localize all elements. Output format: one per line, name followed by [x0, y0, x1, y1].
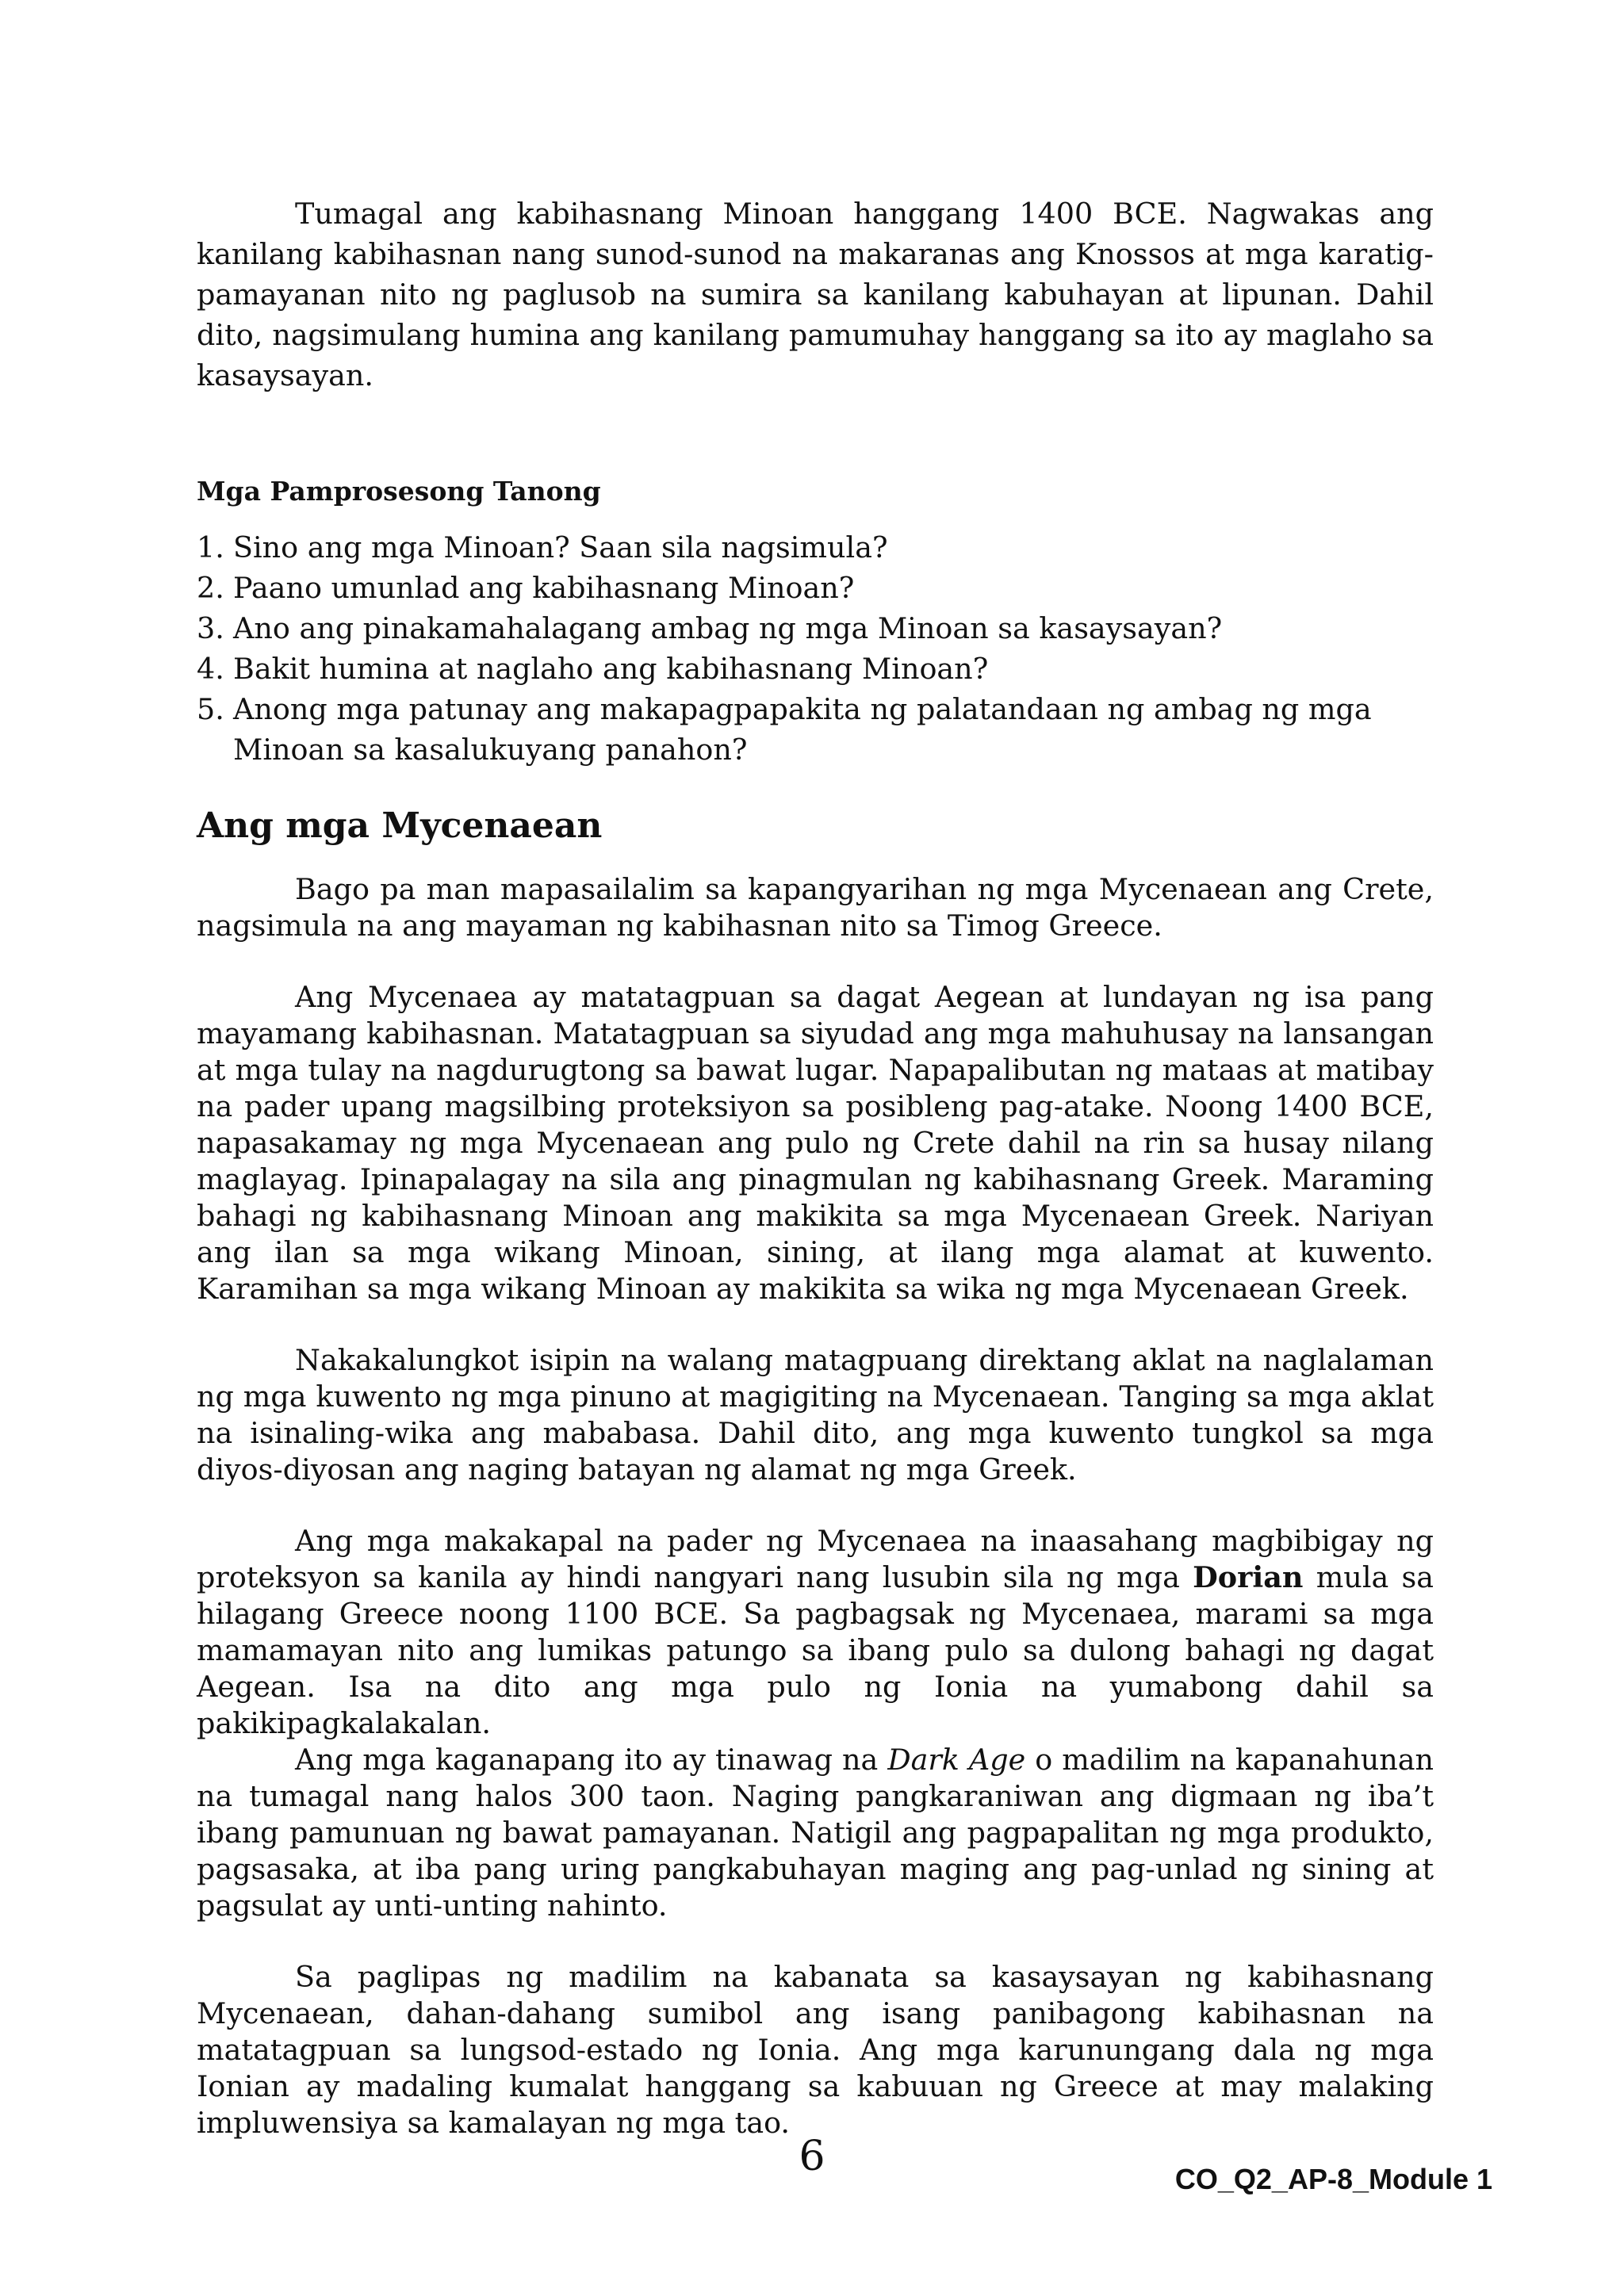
list-item	[197, 527, 1434, 568]
question-text: Sino ang mga Minoan? Saan sila nagsimula?	[233, 530, 888, 564]
question-text: Ano ang pinakamahalagang ambag ng mga Minoan sa kasaysayan?	[233, 611, 1223, 645]
list-item	[197, 608, 1434, 649]
paragraph-6: Sa paglipas ng madilim na kabanata sa kasaysayan ng kabihasnang Mycenaean, dahan-dahang sumibol ang isang panibagong kabihasnan na matatagpuan sa lungsod-estado ng Ionia. Ang mga karunungang dala ng mga Ionian ay madaling kumalat hanggang sa kabuuan ng Greece at may malaking impluwensiya sa kamalayan ng mga tao.	[197, 1960, 1434, 2140]
paragraph-5-text-end: o madilim na kapanahunan na tumagal nang halos 300 taon. Naging pangkaraniwan ang digmaan ng iba’t ibang pamunuan ng bawat pamayanan. Natigil ang pagpapalitan ng mga produkto, pagsasaka, at iba pang uring pangkabuhayan maging ang pag-unlad ng sining at pagsulat ay unti-unting nahinto.	[197, 1743, 1434, 1923]
page-number: 6	[799, 2133, 825, 2180]
questions-list	[197, 527, 1434, 770]
paragraph-4-text-end: mula sa hilagang Greece noong 1100 BCE. Sa pagbagsak ng Mycenaea, marami sa mga mamamayan nito ang lumikas patungo sa ibang pulo sa dulong bahagi ng dagat Aegean. Isa na dito ang mga pulo ng Ionia na yumabong dahil sa pakikipagkalakalan.	[197, 1560, 1434, 1740]
module-code: CO_Q2_AP-8_Module 1	[1174, 2163, 1492, 2195]
paragraph-5	[197, 1742, 1434, 1924]
paragraph-2: Ang Mycenaea ay matatagpuan sa dagat Aegean at lundayan ng isa pang mayamang kabihasnan. Matatagpuan sa siyudad ang mga mahuhusay na lansangan at mga tulay na nagdurugtong sa bawat lugar. Napapalibutan ng mataas at matibay na pader upang magsilbing proteksiyon sa posibleng pag-atake. Noong 1400 BCE, napasakamay ng mga Mycenaean ang pulo ng Crete dahil na rin sa husay nilang maglayag. Ipinapalagay na sila ang pinagmulan ng kabihasnang Greek. Maraming bahagi ng kabihasnang Minoan ang makikita sa mga Mycenaean Greek. Nariyan ang ilan sa mga wikang Minoan, sining, at ilang mga alamat at kuwento. Karamihan sa mga wikang Minoan ay makikita sa wika ng mga Mycenaean Greek.	[197, 980, 1434, 1306]
section-title: Ang mga Mycenaean	[197, 806, 603, 846]
question-number: 2.	[197, 571, 224, 605]
question-number: 1.	[197, 530, 224, 564]
intro-paragraph: Tumagal ang kabihasnang Minoan hanggang 1400 BCE. Nagwakas ang kanilang kabihasnan nang sunod-sunod na makaranas ang Knossos at mga karatig-pamayanan nito ng paglusob na sumira sa kanilang kabuhayan at lipunan. Dahil dito, nagsimulang humina ang kanilang pamumuhay hanggang sa ito ay maglaho sa kasaysayan.	[197, 197, 1434, 392]
paragraph-3: Nakakalungkot isipin na walang matagpuang direktang aklat na naglalaman ng mga kuwento ng mga pinuno at magigiting na Mycenaean. Tanging sa mga aklat na isinaling-wika ang mababasa. Dahil dito, ang mga kuwento tungkol sa mga diyos-diyosan ang naging batayan ng alamat ng mga Greek.	[197, 1343, 1434, 1487]
paragraph-4	[197, 1523, 1434, 1742]
question-text: Anong mga patunay ang makapagpapakita ng palatandaan ng ambag ng mga Minoan sa kasalukuyang panahon?	[233, 692, 1372, 767]
italic-term-dark-age: Dark Age	[887, 1743, 1026, 1777]
questions-heading: Mga Pamprosesong Tanong	[197, 476, 601, 507]
question-number: 4.	[197, 652, 224, 686]
question-number: 5.	[197, 692, 224, 726]
question-text: Bakit humina at naglaho ang kabihasnang Minoan?	[233, 652, 989, 686]
question-text: Paano umunlad ang kabihasnang Minoan?	[233, 571, 855, 605]
question-number: 3.	[197, 611, 224, 645]
list-item	[197, 649, 1434, 689]
paragraph-5-text-start: Ang mga kaganapang ito ay tinawag na	[295, 1743, 888, 1777]
paragraph-1: Bago pa man mapasailalim sa kapangyarihan ng mga Mycenaean ang Crete, nagsimula na ang mayaman ng kabihasnan nito sa Timog Greece.	[197, 872, 1434, 943]
list-item	[197, 568, 1434, 608]
paragraph-4-text-start: Ang mga makakapal na pader ng Mycenaea na inaasahang magbibigay ng proteksyon sa kanila ay hindi nangyari nang lusubin sila ng mga	[197, 1524, 1434, 1594]
list-item	[197, 689, 1434, 770]
bold-term-dorian: Dorian	[1193, 1560, 1304, 1594]
page-content	[197, 193, 1434, 2141]
section-body	[197, 871, 1434, 2141]
